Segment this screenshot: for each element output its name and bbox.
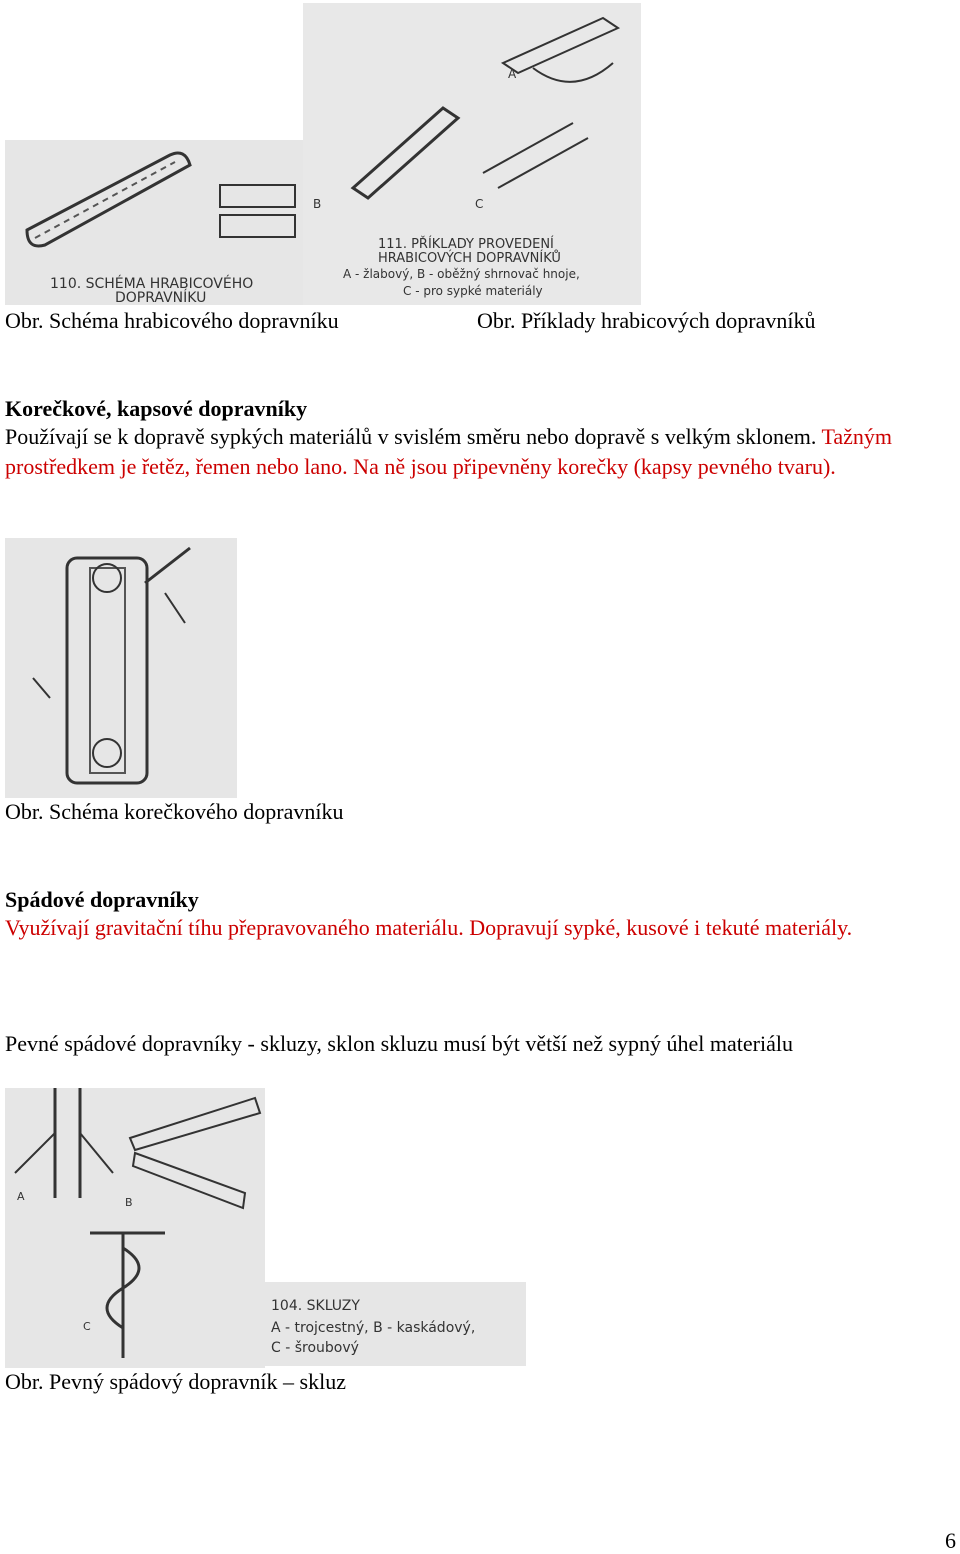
chute-label-line2: A - trojcestný, B - kaskádový,: [271, 1320, 476, 1336]
scraper-examples-letter-b: B: [313, 197, 322, 211]
chute-letter-a: A: [17, 1190, 25, 1203]
scraper-examples-letter-c: C: [475, 197, 484, 211]
scraper-examples-caption: Obr. Příklady hrabicových dopravníků: [477, 308, 816, 333]
chute-label-line3: C - šroubový: [271, 1340, 359, 1356]
scraper-conveyor-examples-image: [303, 3, 641, 305]
gravity-conveyors-paragraph: Využívají gravitační tíhu přepravovaného materiálu. Dopravují sypké, kusové i tekuté materiály.: [5, 915, 853, 940]
bucket-conveyors-text-highlight: Tažným prostředkem je řetěz, řemen nebo lano. Na ně jsou připevněny korečky (kapsy pevného tvaru).: [5, 424, 893, 479]
bucket-conveyors-text: Používají se k dopravě sypkých materiálů v svislém směru nebo dopravě s velkým sklonem.: [5, 424, 817, 449]
chute-letter-b: B: [125, 1196, 133, 1209]
scraper-schema-label-line1: 110. SCHÉMA HRABICOVÉHO: [50, 276, 254, 292]
scraper-schema-label-line2: DOPRAVNÍKU: [115, 290, 207, 305]
bucket-schema-caption: Obr. Schéma korečkového dopravníku: [5, 799, 344, 824]
bucket-conveyors-paragraph: [5, 422, 950, 482]
chute-image: [5, 1088, 265, 1368]
fixed-gravity-conveyors-text: Pevné spádové dopravníky - skluzy, sklon skluzu musí být větší než sypný úhel materiálu: [5, 1031, 793, 1056]
gravity-conveyors-heading: Spádové dopravníky: [5, 887, 199, 912]
chute-letter-c: C: [83, 1320, 91, 1333]
scraper-examples-label-line2: HRABICOVÝCH DOPRAVNÍKŮ: [378, 251, 561, 266]
scraper-examples-label-line4: C - pro sypké materiály: [403, 284, 543, 298]
scraper-examples-label-line1: 111. PŘÍKLADY PROVEDENÍ: [378, 237, 554, 252]
chute-label-image: [263, 1282, 526, 1366]
bucket-conveyor-schema-image: [5, 538, 237, 798]
page-number: 6: [945, 1528, 956, 1553]
scraper-examples-label-line3: A - žlabový, B - oběžný shrnovač hnoje,: [343, 267, 580, 281]
scraper-schema-caption: Obr. Schéma hrabicového dopravníku: [5, 308, 339, 333]
scraper-examples-letter-a: A: [508, 67, 517, 81]
bucket-conveyors-heading: Korečkové, kapsové dopravníky: [5, 396, 308, 421]
chute-label-line1: 104. SKLUZY: [271, 1298, 360, 1314]
scraper-conveyor-schema-image: [5, 140, 305, 305]
chute-caption: Obr. Pevný spádový dopravník – skluz: [5, 1369, 346, 1394]
